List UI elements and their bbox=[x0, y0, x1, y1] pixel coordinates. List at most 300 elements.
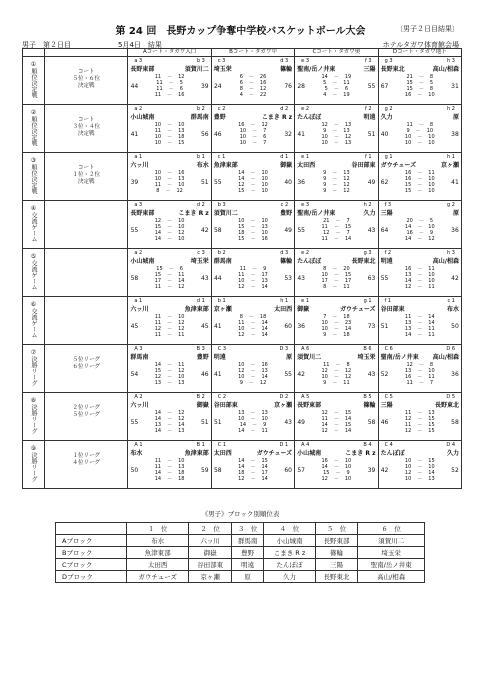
standings-team: 豊野 bbox=[231, 547, 263, 559]
quarter-dash: － bbox=[167, 476, 173, 482]
quarter-row bbox=[391, 332, 449, 338]
quarter-score-away: 15 bbox=[428, 422, 435, 428]
team-away: 谷田部東 bbox=[351, 162, 376, 169]
team-home: 聖南/岳ノ井東 bbox=[297, 210, 336, 217]
quarter-score-home: 15 bbox=[404, 182, 412, 188]
quarter-dash: － bbox=[167, 428, 173, 434]
round-label bbox=[23, 201, 45, 249]
standings-team: 群馬南 bbox=[231, 535, 263, 547]
seed-row bbox=[295, 249, 377, 256]
quarter-score-away: 6 bbox=[179, 86, 183, 92]
score-body bbox=[379, 410, 461, 434]
quarter-dash: － bbox=[248, 80, 254, 86]
round-row bbox=[23, 249, 462, 297]
team-home: 須賀川二 bbox=[213, 210, 238, 217]
seed-home: A 6 bbox=[301, 346, 310, 352]
quarter-score-home: 11 bbox=[323, 362, 330, 368]
quarter-score-home: 10 bbox=[321, 272, 328, 278]
round-desc: １位リーグ ４位リーグ bbox=[72, 453, 100, 466]
total-away: 58 bbox=[451, 418, 459, 426]
quarter-score-home: 14 bbox=[154, 470, 162, 476]
quarter-dash: － bbox=[167, 410, 173, 416]
quarter-score-away: 10 bbox=[178, 458, 185, 464]
seed-away: f 1 bbox=[365, 154, 372, 160]
quarter-score-away: 11 bbox=[428, 326, 435, 332]
quarter-score-home: 15 bbox=[406, 86, 413, 92]
quarter-score-home: 11 bbox=[154, 284, 162, 290]
round-desc-cell bbox=[45, 393, 128, 441]
quarter-dash: － bbox=[417, 236, 423, 242]
total-away: 38 bbox=[451, 130, 459, 138]
standings-header bbox=[56, 523, 127, 535]
quarter-score-away: 12 bbox=[178, 326, 185, 332]
round-desc-cell bbox=[45, 105, 128, 153]
quarter-score-home: 13 bbox=[404, 368, 412, 374]
seed-row bbox=[212, 249, 294, 256]
standings-team: 久力 bbox=[264, 571, 315, 583]
seed-row bbox=[212, 393, 294, 400]
quarter-score-home: 14 bbox=[238, 170, 245, 176]
round-desc-cell bbox=[45, 441, 128, 489]
quarter-score-home: 11 bbox=[154, 458, 162, 464]
seed-row bbox=[128, 393, 210, 400]
seed-home: a 1 bbox=[134, 154, 143, 160]
total-home: 46 bbox=[380, 418, 389, 426]
quarter-dash: － bbox=[250, 272, 256, 278]
total-away: 73 bbox=[367, 322, 376, 330]
quarter-dash: － bbox=[167, 92, 173, 98]
quarter-list bbox=[391, 170, 449, 194]
quarter-score-away: 10 bbox=[428, 188, 435, 194]
team-away: 御嶽 bbox=[196, 402, 209, 409]
seed-away: c 1 bbox=[447, 298, 455, 304]
quarter-score-away: 10 bbox=[428, 368, 435, 374]
quarter-dash: － bbox=[333, 428, 339, 434]
quarter-score-away: 17 bbox=[261, 470, 268, 476]
team-row bbox=[295, 448, 377, 457]
score-body bbox=[128, 362, 210, 386]
standings-team: たんぽぽ bbox=[264, 559, 315, 571]
team-away: 高山/相森 bbox=[432, 258, 459, 265]
total-away: 36 bbox=[451, 370, 459, 378]
seed-home: e 2 bbox=[301, 250, 310, 256]
quarter-dash: － bbox=[417, 458, 423, 464]
quarter-score-home: 18 bbox=[238, 230, 245, 236]
seed-row bbox=[128, 105, 210, 112]
quarter-score-away: 12 bbox=[178, 284, 185, 290]
quarter-score-home: 13 bbox=[154, 422, 162, 428]
team-home: 聖南/岳ノ井東 bbox=[380, 354, 419, 361]
quarter-dash: － bbox=[332, 284, 338, 290]
quarter-dash: － bbox=[167, 128, 173, 134]
quarter-dash: － bbox=[167, 224, 173, 230]
score-body bbox=[379, 122, 461, 146]
quarter-dash: － bbox=[417, 332, 423, 338]
team-away: ガウチューズ bbox=[340, 306, 376, 313]
team-home: 聖南/岳ノ井東 bbox=[297, 66, 336, 73]
team-home: たんぽぽ bbox=[297, 258, 322, 265]
total-home: 58 bbox=[130, 274, 139, 282]
quarter-dash: － bbox=[333, 458, 339, 464]
team-away: 布水 bbox=[196, 162, 209, 169]
team-row bbox=[128, 112, 210, 121]
total-away: 51 bbox=[367, 130, 376, 138]
total-away: 56 bbox=[200, 130, 209, 138]
quarter-score-home: 12 bbox=[154, 326, 162, 332]
seed-row bbox=[379, 441, 461, 448]
team-row bbox=[379, 112, 461, 121]
quarter-score-away: 17 bbox=[344, 278, 352, 284]
quarter-score-home: 9 bbox=[239, 380, 243, 386]
total-away: 49 bbox=[284, 226, 292, 234]
quarter-score-home: 12 bbox=[404, 284, 412, 290]
quarter-list bbox=[391, 458, 449, 482]
standings-team: 谷田部東 bbox=[189, 559, 232, 571]
total-away: 42 bbox=[200, 226, 209, 234]
quarter-list bbox=[307, 458, 365, 482]
seed-home: C 2 bbox=[217, 394, 227, 400]
score-body bbox=[212, 362, 294, 386]
quarter-score-home: 11 bbox=[321, 236, 328, 242]
quarter-score-home: 7 bbox=[323, 314, 327, 320]
quarter-score-home: 12 bbox=[154, 218, 162, 224]
quarter-score-away: 9 bbox=[263, 422, 267, 428]
quarter-score-home: 8 bbox=[156, 188, 160, 194]
team-home: 長野東部 bbox=[130, 210, 155, 217]
quarter-score-away: 17 bbox=[261, 272, 268, 278]
score-body bbox=[295, 122, 377, 146]
round-desc: ２位リーグ ５位リーグ bbox=[72, 405, 100, 418]
quarter-score-away: 13 bbox=[261, 278, 268, 284]
quarter-score-home: 11 bbox=[154, 128, 162, 134]
seed-row bbox=[379, 57, 461, 64]
quarter-score-away: 13 bbox=[344, 122, 352, 128]
seed-away: B 2 bbox=[196, 394, 205, 400]
team-row bbox=[295, 160, 377, 169]
quarter-dash: － bbox=[248, 314, 254, 320]
quarter-dash: － bbox=[167, 416, 173, 422]
total-home: 50 bbox=[130, 466, 139, 474]
standings-header: ６ 位 bbox=[358, 523, 425, 535]
quarter-score-away: 18 bbox=[343, 332, 350, 338]
score-body bbox=[128, 122, 210, 146]
quarter-score-away: 10 bbox=[261, 218, 268, 224]
quarter-dash: － bbox=[418, 80, 424, 86]
quarter-dash: － bbox=[167, 374, 173, 380]
quarter-dash: － bbox=[333, 122, 339, 128]
seed-away: D 4 bbox=[446, 442, 455, 448]
seed-row bbox=[212, 441, 294, 448]
game-cell bbox=[295, 297, 378, 345]
round-desc bbox=[45, 201, 127, 213]
quarter-score-home: 9 bbox=[323, 128, 327, 134]
seed-away: b 1 bbox=[196, 154, 205, 160]
seed-home: b 2 bbox=[217, 250, 226, 256]
score-body bbox=[295, 410, 377, 434]
quarter-score-away: 7 bbox=[263, 140, 267, 146]
seed-away: h 1 bbox=[447, 154, 455, 160]
score-body bbox=[128, 218, 210, 242]
quarter-score-home: 5 bbox=[323, 80, 327, 86]
quarter-dash: － bbox=[167, 182, 173, 188]
quarter-dash: － bbox=[167, 362, 173, 368]
results-grid bbox=[22, 48, 462, 489]
seed-away: B 6 bbox=[363, 346, 372, 352]
quarter-score-away: 14 bbox=[344, 416, 352, 422]
quarter-dash: － bbox=[417, 272, 423, 278]
quarter-row bbox=[307, 380, 365, 386]
standings-header: １ 位 bbox=[127, 523, 189, 535]
score-body bbox=[212, 170, 294, 194]
quarter-score-away: 10 bbox=[344, 458, 352, 464]
standings-team: 布水 bbox=[127, 535, 189, 547]
quarter-score-away: 9 bbox=[346, 470, 350, 476]
quarter-score-away: 13 bbox=[428, 476, 435, 482]
quarter-dash: － bbox=[250, 278, 256, 284]
quarter-dash: － bbox=[417, 368, 423, 374]
seed-home: a 2 bbox=[134, 106, 143, 112]
quarter-score-away: 14 bbox=[261, 332, 268, 338]
quarter-score-away: 10 bbox=[178, 374, 185, 380]
team-away: 京ヶ瀬 bbox=[440, 162, 459, 169]
quarter-score-home: 10 bbox=[321, 320, 328, 326]
quarter-list bbox=[391, 218, 449, 242]
total-away: 43 bbox=[367, 370, 376, 378]
total-home: 41 bbox=[213, 322, 222, 330]
total-home: 28 bbox=[297, 82, 305, 90]
team-home: 長野東北 bbox=[380, 66, 405, 73]
quarter-dash: － bbox=[167, 422, 173, 428]
quarter-dash: － bbox=[250, 410, 256, 416]
total-away: 51 bbox=[200, 418, 209, 426]
quarter-dash: － bbox=[250, 368, 256, 374]
game-cell bbox=[295, 105, 378, 153]
standings-team: 御嶽 bbox=[189, 547, 232, 559]
standings-header-row bbox=[56, 523, 425, 535]
total-away: 76 bbox=[284, 82, 292, 90]
quarter-score-away: 8 bbox=[429, 362, 434, 368]
score-body bbox=[128, 74, 210, 98]
header-desc bbox=[45, 49, 128, 57]
quarter-score-away: 15 bbox=[178, 140, 185, 146]
seed-home: C 5 bbox=[384, 394, 393, 400]
quarter-row bbox=[140, 428, 198, 434]
team-away: 魚津東部 bbox=[184, 306, 209, 313]
round-label bbox=[23, 297, 45, 345]
quarter-score-home: 14 bbox=[239, 422, 247, 428]
quarter-dash: － bbox=[418, 122, 424, 128]
team-row bbox=[379, 448, 461, 457]
score-body bbox=[379, 218, 461, 242]
quarter-score-away: 12 bbox=[259, 380, 267, 386]
quarter-dash: － bbox=[167, 272, 173, 278]
quarter-score-home: 15 bbox=[404, 188, 412, 194]
quarter-score-home: 10 bbox=[154, 134, 162, 140]
quarter-score-away: 12 bbox=[344, 374, 352, 380]
total-away: 51 bbox=[200, 178, 209, 186]
quarter-list bbox=[140, 362, 198, 386]
quarter-score-home: 10 bbox=[239, 128, 247, 134]
quarter-dash: － bbox=[248, 380, 254, 386]
round-desc bbox=[45, 249, 127, 261]
score-body bbox=[295, 314, 377, 338]
quarter-score-away: 10 bbox=[178, 218, 185, 224]
quarter-dash: － bbox=[417, 374, 423, 380]
quarter-list bbox=[391, 314, 449, 338]
game-cell bbox=[378, 297, 461, 345]
standings-row bbox=[56, 571, 425, 583]
quarter-score-away: 10 bbox=[428, 134, 435, 140]
block-name: Dブロック bbox=[56, 571, 127, 583]
quarter-dash: － bbox=[167, 122, 173, 128]
seed-home: C 3 bbox=[217, 346, 227, 352]
seed-away: B 5 bbox=[363, 394, 372, 400]
total-away: 60 bbox=[284, 466, 292, 474]
quarter-score-away: 5 bbox=[429, 80, 434, 86]
seed-away: b 3 bbox=[196, 58, 205, 64]
quarter-score-away: 10 bbox=[428, 140, 435, 146]
quarter-dash: － bbox=[332, 182, 338, 188]
quarter-dash: － bbox=[250, 428, 256, 434]
seed-row bbox=[212, 345, 294, 352]
score-body bbox=[295, 362, 377, 386]
total-away: 42 bbox=[451, 274, 459, 282]
total-home: 45 bbox=[130, 322, 139, 330]
quarter-score-home: 16 bbox=[404, 92, 412, 98]
quarter-score-home: 11 bbox=[404, 422, 412, 428]
total-away: 45 bbox=[200, 322, 209, 330]
quarter-score-home: 8 bbox=[323, 266, 327, 272]
quarter-dash: － bbox=[167, 170, 173, 176]
quarter-score-home: 14 bbox=[154, 476, 162, 482]
quarter-score-home: 12 bbox=[321, 122, 328, 128]
game-cell bbox=[128, 153, 211, 201]
team-row bbox=[295, 208, 377, 217]
quarter-row bbox=[140, 140, 198, 146]
team-row bbox=[128, 208, 210, 217]
round-row bbox=[23, 345, 462, 393]
seed-home: A 3 bbox=[134, 346, 143, 352]
seed-away: h 2 bbox=[363, 202, 372, 208]
score-body bbox=[212, 410, 294, 434]
quarter-row bbox=[140, 188, 198, 194]
seed-away: d 2 bbox=[196, 202, 205, 208]
quarter-dash: － bbox=[332, 380, 338, 386]
quarter-score-away: 11 bbox=[261, 428, 268, 434]
seed-row bbox=[128, 297, 210, 304]
team-home: 群馬南 bbox=[213, 258, 232, 265]
quarter-score-home: 8 bbox=[239, 314, 243, 320]
round-label bbox=[23, 105, 45, 153]
game-cell bbox=[378, 105, 461, 153]
quarter-dash: － bbox=[417, 476, 423, 482]
quarter-dash: － bbox=[250, 218, 256, 224]
score-body bbox=[379, 266, 461, 290]
seed-row bbox=[128, 153, 210, 160]
quarter-score-away: 16 bbox=[178, 92, 185, 98]
team-home: ガウチューズ bbox=[380, 162, 417, 169]
quarter-row bbox=[307, 140, 365, 146]
quarter-score-home: 9 bbox=[323, 176, 327, 182]
quarter-dash: － bbox=[250, 470, 256, 476]
quarter-dash: － bbox=[417, 326, 423, 332]
game-cell bbox=[211, 201, 294, 249]
quarter-score-away: 14 bbox=[428, 314, 435, 320]
seed-away: D 1 bbox=[279, 442, 289, 448]
quarter-score-away: 12 bbox=[178, 416, 185, 422]
team-row bbox=[295, 400, 377, 409]
quarter-score-home: 14 bbox=[321, 422, 328, 428]
score-body bbox=[212, 218, 294, 242]
seed-home: a 1 bbox=[134, 298, 143, 304]
quarter-score-away: 11 bbox=[428, 332, 435, 338]
team-away: 篠輪 bbox=[280, 258, 293, 265]
quarter-row bbox=[391, 428, 449, 434]
team-row bbox=[295, 64, 377, 73]
seed-away: g 1 bbox=[363, 298, 372, 304]
seed-home: b 3 bbox=[217, 202, 226, 208]
quarter-score-away: 16 bbox=[261, 362, 268, 368]
seed-home: a 2 bbox=[134, 250, 143, 256]
seed-row bbox=[295, 297, 377, 304]
team-away: 原 bbox=[452, 210, 459, 217]
quarter-score-away: 13 bbox=[178, 128, 185, 134]
score-body bbox=[295, 458, 377, 482]
team-row bbox=[128, 160, 210, 169]
quarter-score-home: 16 bbox=[404, 374, 412, 380]
round-row bbox=[23, 153, 462, 201]
quarter-score-home: 11 bbox=[156, 80, 163, 86]
quarter-score-away: 12 bbox=[343, 188, 350, 194]
quarter-dash: － bbox=[415, 128, 421, 134]
round-desc-cell bbox=[45, 249, 128, 297]
game-cell bbox=[211, 105, 294, 153]
team-home: 豊野 bbox=[213, 114, 226, 121]
seed-row bbox=[212, 153, 294, 160]
seed-away: B 1 bbox=[196, 442, 205, 448]
quarter-score-away: 15 bbox=[344, 410, 352, 416]
score-body bbox=[128, 170, 210, 194]
quarter-dash: － bbox=[417, 266, 423, 272]
seed-home: e 3 bbox=[301, 202, 310, 208]
court-header: Bコート・タガワ中 bbox=[211, 49, 294, 57]
quarter-dash: － bbox=[250, 374, 256, 380]
quarter-score-home: 10 bbox=[404, 476, 412, 482]
quarter-row bbox=[307, 236, 365, 242]
team-home: 明遠 bbox=[213, 354, 226, 361]
seed-away: c 3 bbox=[197, 250, 205, 256]
quarter-score-home: 12 bbox=[238, 332, 245, 338]
quarter-row bbox=[307, 188, 365, 194]
seed-home: c 3 bbox=[217, 58, 226, 64]
quarter-dash: － bbox=[333, 374, 339, 380]
total-away: 43 bbox=[200, 274, 209, 282]
total-home: 55 bbox=[130, 226, 139, 234]
quarter-score-away: 12 bbox=[343, 176, 350, 182]
quarter-score-away: 11 bbox=[428, 284, 435, 290]
quarter-score-away: 10 bbox=[344, 464, 352, 470]
standings-team: 須賀川二 bbox=[358, 535, 425, 547]
quarter-dash: － bbox=[332, 332, 338, 338]
quarter-dash: － bbox=[332, 188, 338, 194]
seed-away: h 3 bbox=[447, 250, 455, 256]
seed-row bbox=[128, 441, 210, 448]
game-cell bbox=[211, 297, 294, 345]
quarter-score-home: 15 bbox=[238, 236, 245, 242]
quarter-score-away: 15 bbox=[428, 416, 435, 422]
quarter-list bbox=[307, 122, 365, 146]
standings-team: 長野東北 bbox=[315, 571, 358, 583]
